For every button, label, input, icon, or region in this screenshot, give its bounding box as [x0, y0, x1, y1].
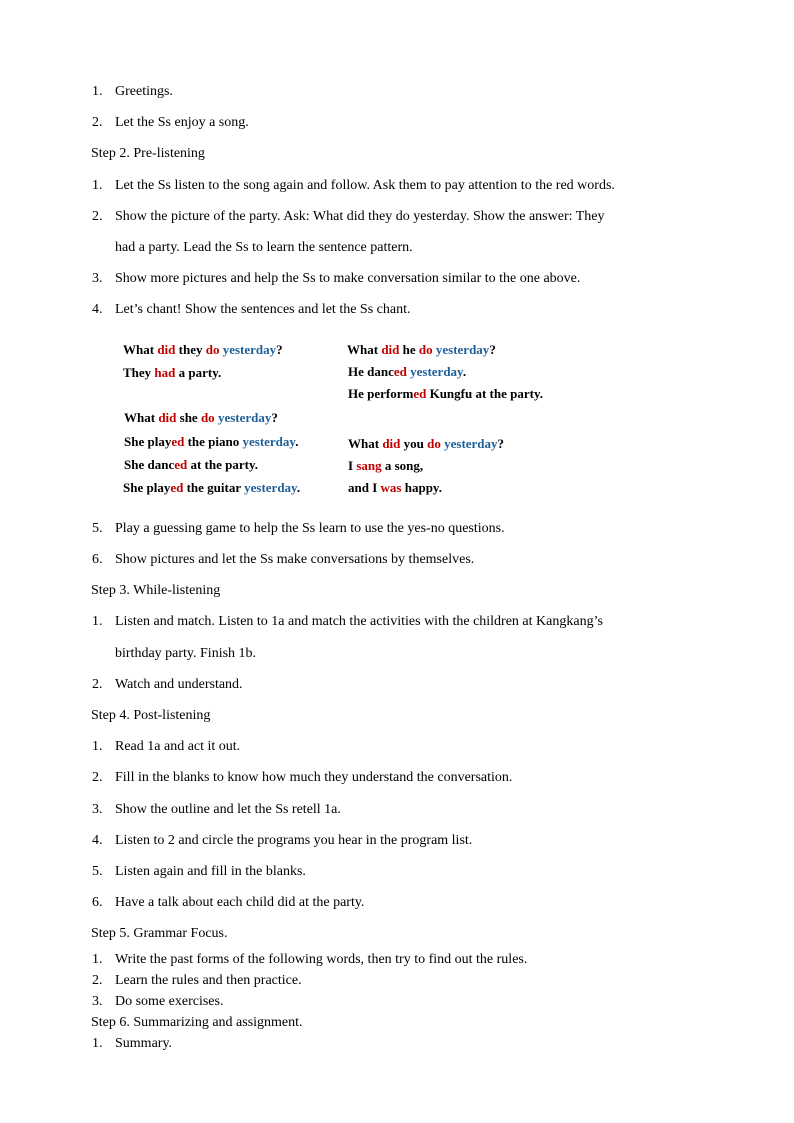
heading-text: Step 2. Pre-listening — [91, 146, 205, 161]
chant-line — [124, 410, 278, 426]
chant-text: the piano — [184, 434, 243, 449]
chant-text: you — [400, 436, 428, 451]
chant-red-word: do — [205, 342, 220, 357]
chant-red-word: do — [200, 410, 215, 425]
list-number: 1. — [92, 1036, 103, 1051]
list-number: 2. — [92, 973, 103, 988]
list-text: Show the picture of the party. Ask: What did they do yesterday. Show the answer: They — [115, 209, 605, 224]
list-text: Let the Ss enjoy a song. — [115, 115, 249, 130]
list-text: Write the past forms of the following words, then try to find out the rules. — [115, 952, 528, 967]
chant-red-word: ed — [171, 434, 185, 449]
chant-text: a party. — [175, 365, 222, 380]
chant-blue-word: yesterday — [217, 410, 272, 425]
list-text: Have a talk about each child did at the party. — [115, 895, 365, 910]
chant-red-word: did — [382, 436, 401, 451]
chant-text: he — [399, 342, 419, 357]
chant-text: and I — [348, 480, 381, 495]
list-text: had a party. Lead the Ss to learn the sentence pattern. — [115, 240, 413, 255]
list-text: birthday party. Finish 1b. — [115, 646, 257, 661]
chant-text: He perform — [348, 386, 414, 401]
chant-text: They — [123, 365, 155, 380]
chant-line — [124, 434, 298, 450]
chant-red-word: had — [154, 365, 176, 380]
chant-text: ? — [271, 410, 278, 425]
list-text: Listen again and fill in the blanks. — [115, 864, 306, 879]
chant-text: the guitar — [183, 480, 245, 495]
heading-text: Step 4. Post-listening — [91, 708, 211, 723]
list-number: 1. — [92, 84, 103, 99]
chant-text: . — [295, 434, 299, 449]
chant-line — [123, 365, 221, 381]
chant-line — [348, 480, 442, 496]
chant-blue-word: yesterday — [244, 480, 297, 495]
chant-text: What — [348, 436, 383, 451]
chant-text: a song, — [381, 458, 424, 473]
list-number: 3. — [92, 802, 103, 817]
chant-line — [348, 458, 423, 474]
chant-text: happy. — [401, 480, 442, 495]
list-number: 2. — [92, 677, 103, 692]
list-number: 1. — [92, 739, 103, 754]
list-number: 5. — [92, 521, 103, 536]
list-text: Summary. — [115, 1036, 173, 1051]
list-text: Greetings. — [115, 84, 173, 99]
list-number: 4. — [92, 302, 103, 317]
list-text: Learn the rules and then practice. — [115, 973, 302, 988]
heading-text: Step 3. While-listening — [91, 583, 221, 598]
chant-red-word: did — [381, 342, 400, 357]
chant-text: She play — [124, 434, 172, 449]
chant-blue-word: yesterday — [222, 342, 277, 357]
list-text: Show more pictures and help the Ss to make conversation similar to the one above. — [115, 271, 581, 286]
list-text: Let the Ss listen to the song again and follow. Ask them to pay attention to the red words. — [115, 178, 615, 193]
chant-text: at the party. — [187, 457, 258, 472]
chant-text: He danc — [348, 364, 394, 379]
chant-red-word: did — [157, 342, 176, 357]
chant-blue-word: yesterday — [410, 364, 463, 379]
chant-text: ? — [276, 342, 283, 357]
chant-red-word: sang — [356, 458, 382, 473]
list-number: 1. — [92, 178, 103, 193]
heading-text: Step 5. Grammar Focus. — [91, 926, 228, 941]
list-text: Show pictures and let the Ss make conversations by themselves. — [115, 552, 475, 567]
list-text: Watch and understand. — [115, 677, 243, 692]
chant-line — [348, 364, 466, 380]
chant-red-word: ed — [393, 364, 407, 379]
chant-red-word: do — [418, 342, 433, 357]
list-text: Play a guessing game to help the Ss learn to use the yes-no questions. — [115, 521, 505, 536]
chant-text: . — [462, 364, 467, 379]
list-number: 1. — [92, 952, 103, 967]
list-text: Do some exercises. — [115, 994, 224, 1009]
chant-blue-word: yesterday — [435, 342, 490, 357]
list-text: Show the outline and let the Ss retell 1a. — [115, 802, 341, 817]
chant-line — [123, 480, 300, 496]
chant-blue-word: yesterday — [242, 434, 296, 449]
list-number: 2. — [92, 770, 103, 785]
chant-line — [347, 342, 496, 358]
chant-text: ? — [497, 436, 505, 451]
chant-text: she — [176, 410, 201, 425]
chant-red-word: ed — [174, 457, 188, 472]
chant-blue-word: yesterday — [444, 436, 498, 451]
chant-text: What — [124, 410, 159, 425]
list-number: 6. — [92, 895, 103, 910]
list-text: Fill in the blanks to know how much they understand the conversation. — [115, 770, 513, 785]
chant-line — [123, 342, 283, 358]
chant-text: they — [175, 342, 206, 357]
chant-text: . — [296, 480, 301, 495]
chant-line — [348, 436, 504, 452]
heading-text: Step 6. Summarizing and assignment. — [91, 1015, 303, 1030]
chant-line — [348, 386, 543, 402]
list-number: 2. — [92, 209, 103, 224]
chant-text: What — [347, 342, 382, 357]
chant-text: I — [348, 458, 357, 473]
list-number: 3. — [92, 271, 103, 286]
chant-text: What — [123, 342, 158, 357]
list-number: 3. — [92, 994, 103, 1009]
chant-line — [124, 457, 258, 473]
list-number: 6. — [92, 552, 103, 567]
list-text: Listen and match. Listen to 1a and match the activities with the children at Kangkang’s — [115, 614, 603, 629]
list-text: Read 1a and act it out. — [115, 739, 241, 754]
list-number: 5. — [92, 864, 103, 879]
chant-text: ? — [489, 342, 496, 357]
list-number: 1. — [92, 614, 103, 629]
list-number: 4. — [92, 833, 103, 848]
list-text: Let’s chant! Show the sentences and let the Ss chant. — [115, 302, 411, 317]
chant-red-word: was — [380, 480, 402, 495]
chant-red-word: do — [427, 436, 441, 451]
chant-red-word: did — [158, 410, 177, 425]
chant-text: She danc — [124, 457, 175, 472]
chant-text: Kungfu at the party. — [426, 386, 543, 401]
list-text: Listen to 2 and circle the programs you hear in the program list. — [115, 833, 473, 848]
chant-red-word: ed — [413, 386, 427, 401]
list-number: 2. — [92, 115, 103, 130]
chant-red-word: ed — [170, 480, 184, 495]
chant-text: She play — [123, 480, 171, 495]
